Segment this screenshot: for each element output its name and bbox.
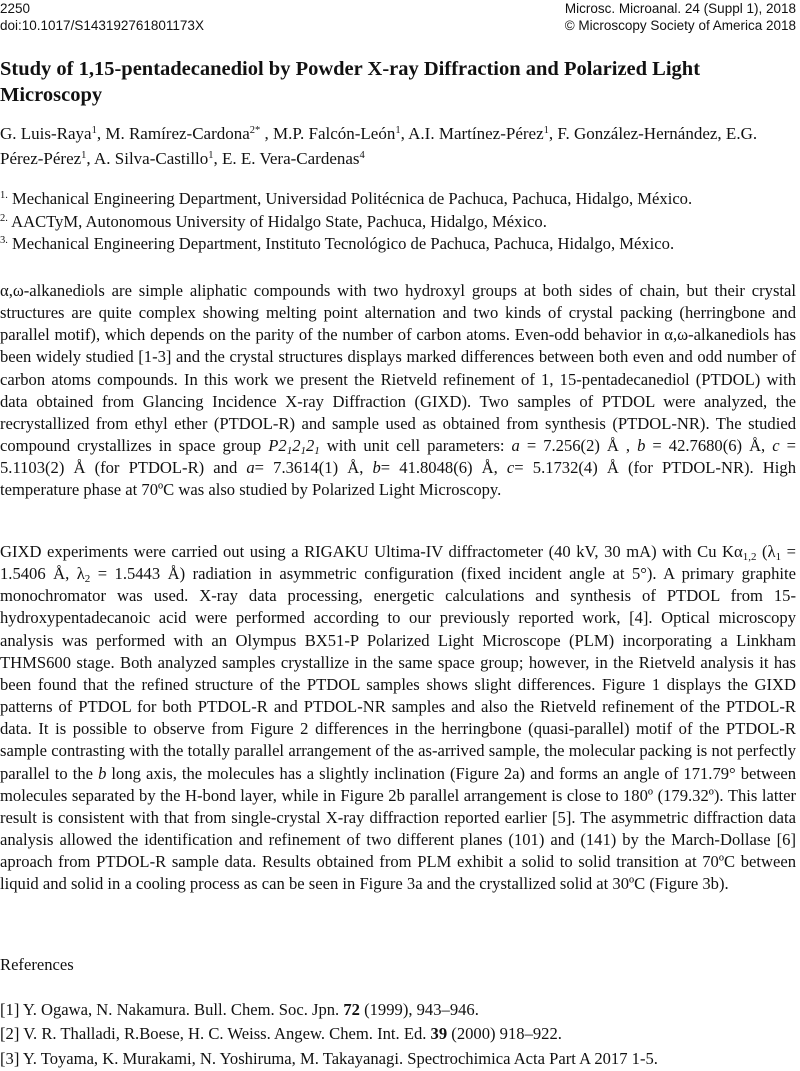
- author-separator: ,: [86, 148, 94, 168]
- text-run: = 42.7680(6) Å,: [645, 436, 773, 456]
- affiliation-item: [0, 211, 800, 234]
- affiliation-text: AACTyM, Autonomous University of Hidalgo State, Pachuca, Hidalgo, México.: [7, 211, 547, 231]
- reference-item: [0, 1022, 800, 1046]
- text-run: 2: [84, 573, 91, 586]
- text-run: = 5.1732(4) Å (for PTDOL-NR). High temperature phase at 70ºC was also studied by Polarized Light Microscopy.: [0, 458, 796, 500]
- text-run: GIXD experiments were carried out using a RIGAKU Ultima-IV diffractometer (40 kV, 30 mA) with Cu Kα: [0, 542, 743, 561]
- author-affiliation-mark: 1: [208, 149, 214, 161]
- text-run: [3] Y. Toyama, K. Murakami, N. Yoshiruma, M. Takayanagi. Spectrochimica Acta Part A 2017 1-5.: [0, 1048, 658, 1068]
- reference-item: [0, 1047, 800, 1071]
- author-affiliation-mark: 1: [395, 125, 401, 136]
- text-run: = 41.8048(6) Å,: [380, 458, 507, 478]
- affiliation-number: 2.: [0, 212, 8, 224]
- references-heading: References: [0, 955, 74, 974]
- text-run: long axis, the molecules has a slightly inclination (Figure 2a) and forms an angle of 171.79° between molecules separated by the H-bond layer, while in Figure 2b parallel arrangement is close to 180º (179.32º). This latter result is consistent with that from single-crystal X-ray diffraction reported earlier [5]. The asymmetric diffraction data analysis allowed the identification and refinement of two different planes (101) and (141) by the March-Dollase [6] aproach from PTDOL-R sample data. Results obtained from PLM exhibit a solid to solid transition at 70ºC between liquid and solid in a cooling process as can be seen in Figure 3a and the crystallized solid at 30ºC (Figure 3b).: [0, 763, 797, 894]
- affiliation-number: 3.: [0, 235, 8, 246]
- text-run: a: [246, 458, 255, 478]
- author-separator: ,: [260, 124, 274, 143]
- author-list: [0, 122, 800, 171]
- text-run: [2] V. R. Thalladi, R.Boese, H. C. Weiss. Angew. Chem. Int. Ed.: [0, 1024, 431, 1044]
- references-list: [0, 998, 800, 1071]
- author-separator: ,: [400, 124, 409, 143]
- doi[interactable]: doi:10.1017/S143192761801173X: [0, 18, 204, 33]
- text-run: 72: [343, 1000, 360, 1019]
- author-affiliation-mark: 4: [359, 149, 365, 161]
- affiliation-item: [0, 188, 800, 211]
- text-run: with unit cell parameters:: [319, 436, 512, 456]
- text-run: = 5.1103(2) Å (for PTDOL-R) and: [0, 436, 796, 478]
- author-name: M. Ramírez-Cardona: [105, 124, 250, 143]
- paper-title: Study of 1,15-pentadecanediol by Powder X-ray Diffraction and Polarized Light Microscopy: [0, 58, 701, 106]
- author-name: M.P. Falcón-León: [273, 124, 396, 143]
- author-affiliation-mark: 2*: [249, 125, 261, 136]
- author-name: A.I. Martínez-Pérez: [408, 124, 544, 143]
- author-name: A. Silva-Castillo: [93, 148, 209, 168]
- text-run: 1: [286, 445, 293, 458]
- text-run: b: [372, 458, 381, 478]
- affiliation-text: Mechanical Engineering Department, Instituto Tecnológico de Pachuca, Pachuca, Hidalgo, México.: [7, 234, 675, 253]
- page-number: 2250: [0, 1, 31, 16]
- author-separator: ,: [548, 124, 558, 143]
- affiliation-number: 1.: [0, 190, 8, 201]
- copyright: © Microscopy Society of America 2018: [564, 18, 796, 33]
- text-run: (1999), 943–946.: [359, 1000, 479, 1019]
- affiliation-text: Mechanical Engineering Department, Universidad Politécnica de Pachuca, Pachuca, Hidalgo, México.: [7, 189, 693, 208]
- body-paragraph-2: [0, 541, 796, 896]
- text-run: 2: [305, 436, 315, 456]
- affiliations: [0, 188, 800, 256]
- author-affiliation-mark: 1: [91, 125, 97, 136]
- body-paragraph-1: [0, 280, 796, 502]
- text-run: 2: [292, 436, 301, 456]
- text-run: a: [511, 436, 520, 456]
- text-run: c: [772, 436, 780, 456]
- text-run: = 7.256(2) Å ,: [519, 436, 638, 456]
- author-name: G. Luis-Raya: [0, 124, 92, 143]
- text-run: P2: [268, 436, 287, 456]
- text-run: [1] Y. Ogawa, N. Nakamura. Bull. Chem. Soc. Jpn.: [0, 1000, 344, 1019]
- text-run: (λ: [756, 542, 776, 561]
- text-run: 1: [314, 445, 320, 458]
- reference-item: [0, 998, 800, 1022]
- author-affiliation-mark: 1: [543, 125, 549, 136]
- journal-citation: Microsc. Microanal. 24 (Suppl 1), 2018: [564, 1, 796, 16]
- text-run: = 1.5406 Å, λ: [0, 542, 796, 584]
- text-run: = 7.3614(1) Å,: [254, 458, 373, 478]
- text-run: 1,2: [742, 551, 757, 563]
- text-run: (2000) 918–922.: [447, 1024, 562, 1044]
- text-run: = 1.5443 Å) radiation in asymmetric configuration (fixed incident angle at 5°). A primary graphite monochromator was used. X-ray data processing, energetic calculations and synthesis of PTDOL from 15-hydroxypentadecanoic acid were performed according to our previously reported work, [4]. Optical microscopy analysis was performed with an Olympus BX51-P Polarized Light Microscope (PLM) incorporating a Linkham THMS600 stage. Both analyzed samples crystallize in the same space group; however, in the Rietveld analysis it has been found that the refined structure of the PTDOL samples shows slight differences. Figure 1 displays the GIXD patterns of PTDOL for both PTDOL-R and PTDOL-NR samples and also the Rietveld refinement of the PTDOL-R data. It is possible to observe from Figure 2 differences in the herringbone (quasi-parallel) motif of the PTDOL-R sample contrasting with the totally parallel arrangement of the as-arrived sample, the molecular packing is not perfectly parallel to the: [0, 564, 796, 783]
- author-separator: ,: [213, 148, 223, 168]
- author-affiliation-mark: 1: [81, 149, 87, 161]
- text-run: 1: [300, 445, 306, 458]
- author-separator: ,: [96, 124, 106, 143]
- text-run: 1: [775, 551, 782, 563]
- text-run: α,ω-alkanediols are simple aliphatic compounds with two hydroxyl groups at both sides of chain, but their crystal structures are quite complex showing melting point alternation and two kinds of crystal packing (herringbone and parallel motif), which depends on the parity of the number of carbon atoms. Even-odd behavior in α,ω-alkanediols has been widely studied [1-3] and the crystal structures displays marked differences between both even and odd number of carbon atoms compounds. In this work we present the Rietveld refinement of 1, 15-pentadecanediol (PTDOL) with data obtained from Glancing Incidence X-ray Diffraction (GIXD). Two samples of PTDOL were analyzed, the recrystallized from ethyl ether (PTDOL-R) and sample used as obtained from synthesis (PTDOL-NR). The studied compound crystallizes in space group: [0, 281, 796, 456]
- text-run: b: [637, 436, 646, 456]
- text-run: c: [506, 458, 515, 478]
- author-name: E. E. Vera-Cardenas: [222, 148, 360, 168]
- affiliation-item: [0, 233, 800, 256]
- text-run: 39: [430, 1024, 448, 1044]
- page-header: [0, 0, 800, 40]
- text-run: b: [98, 763, 107, 783]
- author-name: F. González-Hernández, E.G. Pérez-Pérez: [0, 124, 758, 168]
